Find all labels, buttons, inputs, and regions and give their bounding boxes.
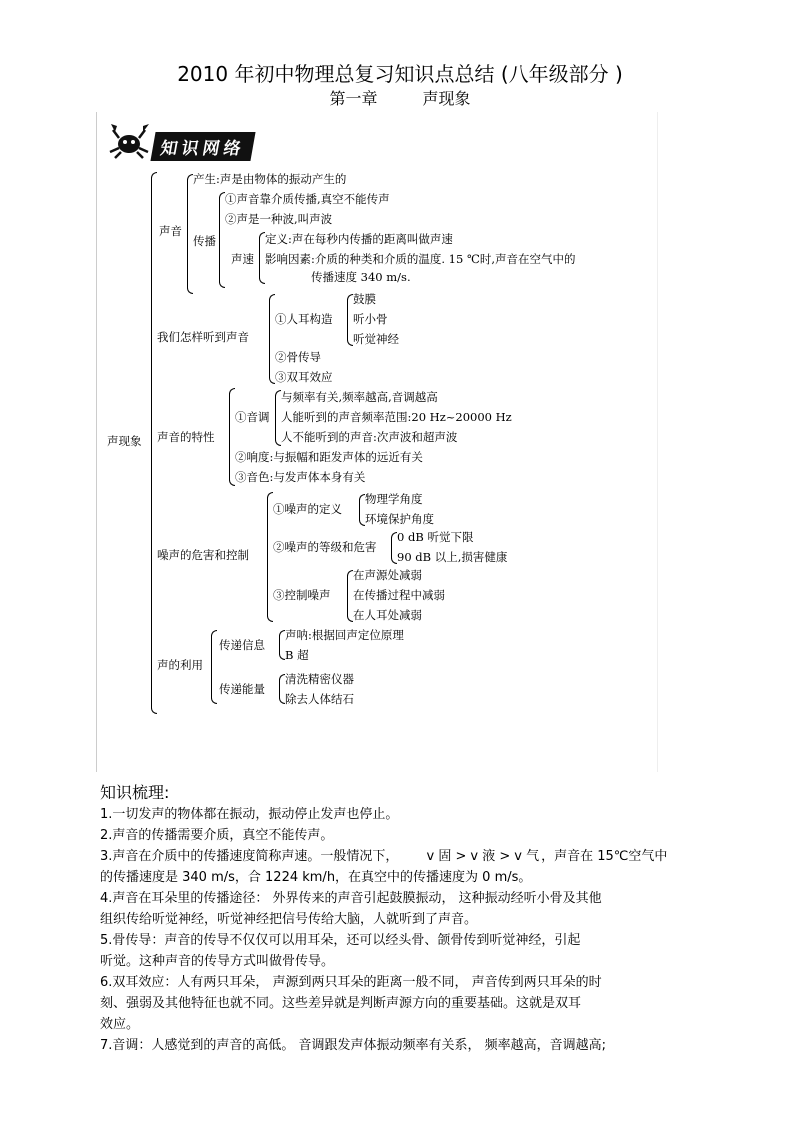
sound-node: 声音 [159,224,182,238]
use-bracket [211,630,217,704]
noise-control-2: 在传播过程中减弱 [353,588,445,602]
propagation-item-1: ①声音靠介质传播,真空不能传声 [225,192,390,206]
note-line-5b: 听觉。这种声音的传导方式叫做骨传导。 [100,954,335,969]
speed-definition: 定义:声在每秒内传播的距离叫做声速 [265,232,453,246]
note-line-3b: ，声音在 15℃空气中 [541,849,668,864]
sound-production: 产生:声是由物体的振动产生的 [193,172,347,186]
note-line-3a: 3.声音在介质中的传播速度简称声速。一般情况下， [100,849,399,864]
note-line-1: 1.一切发声的物体都在振动，振动停止发声也停止。 [100,807,399,822]
page-title: 2010 年初中物理总复习知识点总结 (八年级部分 ) [177,62,623,86]
note-line-3 [100,846,667,867]
noise-level: ②噪声的等级和危害 [273,540,377,554]
timbre-node: ③音色:与发声体本身有关 [235,470,366,484]
speed-solid: v 固 > [426,849,467,864]
speed-liquid: v 液 > [470,849,511,864]
propagation-node: 传播 [193,234,216,248]
noise-def-2: 环境保护角度 [365,512,434,526]
knowledge-network-diagram [96,112,658,772]
energy-item-2: 除去人体结石 [285,692,354,706]
info-item-1: 声呐:根据回声定位原理 [285,628,404,642]
note-line-6b: 刻、强弱及其他特征也就不同。这些差异就是判断声源方向的重要基础。这就是双耳 [100,996,582,1011]
speed-factor: 影响因素:介质的种类和介质的温度. 15 ℃时,声音在空气中的 [265,252,576,266]
note-line-4a: 4.声音在耳朵里的传播途径： 外界传来的声音引起鼓膜振动， 这种振动经听小骨及其他 [100,891,602,906]
note-line-4b: 组织传给听觉神经，听觉神经把信号传给大脑，人就听到了声音。 [100,912,478,927]
ear-structure: ①人耳构造 [275,312,333,326]
info-item-2: B 超 [285,648,309,662]
noise-def-1: 物理学角度 [365,492,423,506]
info-node: 传递信息 [219,638,265,652]
noise-control-1: 在声源处减弱 [353,568,422,582]
speed-gas: v 气 [514,849,540,864]
energy-node: 传递能量 [219,682,265,696]
propagation-bracket [219,192,225,288]
ear-part-2: 听小骨 [353,312,388,326]
ear-part-3: 听觉神经 [353,332,399,346]
noise-node: 噪声的危害和控制 [157,548,249,562]
propagation-item-2: ②声是一种波,叫声波 [225,212,333,226]
banner-title: 知识网络 [150,132,255,161]
note-line-3c: 的传播速度是 340 m/s，合 1224 km/h，在真空中的传播速度为 0 m/s。 [100,870,532,885]
noise-control-3: 在人耳处减弱 [353,608,422,622]
pitch-node: ①音调 [235,410,270,424]
speed-value: 传播速度 340 m/s. [311,270,411,284]
traits-node: 声音的特性 [157,430,215,444]
noise-definition: ①噪声的定义 [273,502,342,516]
note-line-7: 7.音调：人感觉到的声音的高低。 音调跟发声体振动频率有关系， 频率越高，音调越高; [100,1038,607,1053]
root-node: 声现象 [107,434,142,448]
note-line-6a: 6.双耳效应：人有两只耳朵， 声源到两只耳朵的距离一般不同， 声音传到两只耳朵的时 [100,975,602,990]
note-line-5a: 5.骨传导：声音的传导不仅仅可以用耳朵，还可以经头骨、颌骨传到听觉神经，引起 [100,933,581,948]
noise-control: ③控制噪声 [273,588,331,602]
ear-part-1: 鼓膜 [353,292,376,306]
binaural-effect: ③双耳效应 [275,370,333,384]
hearing-node: 我们怎样听到声音 [157,330,249,344]
note-line-2: 2.声音的传播需要介质，真空不能传声。 [100,828,334,843]
noise-level-2: 90 dB 以上,损害健康 [397,550,508,564]
crab-icon [107,118,153,160]
pitch-item-2: 人能听到的声音频率范围:20 Hz~20000 Hz [281,410,512,424]
noise-level-1: 0 dB 听觉下限 [397,530,474,544]
chapter-title: 第一章 声现象 [329,89,471,108]
use-node: 声的利用 [157,658,203,672]
pitch-item-1: 与频率有关,频率越高,音调越高 [281,390,438,404]
bone-conduction: ②骨传导 [275,350,321,364]
notes-heading: 知识梳理: [100,783,170,802]
pitch-item-3: 人不能听到的声音:次声波和超声波 [281,430,458,444]
speed-node: 声速 [231,252,254,266]
loudness-node: ②响度:与振幅和距发声体的远近有关 [235,450,423,464]
note-line-6c: 效应。 [100,1017,140,1032]
energy-item-1: 清洗精密仪器 [285,672,354,686]
